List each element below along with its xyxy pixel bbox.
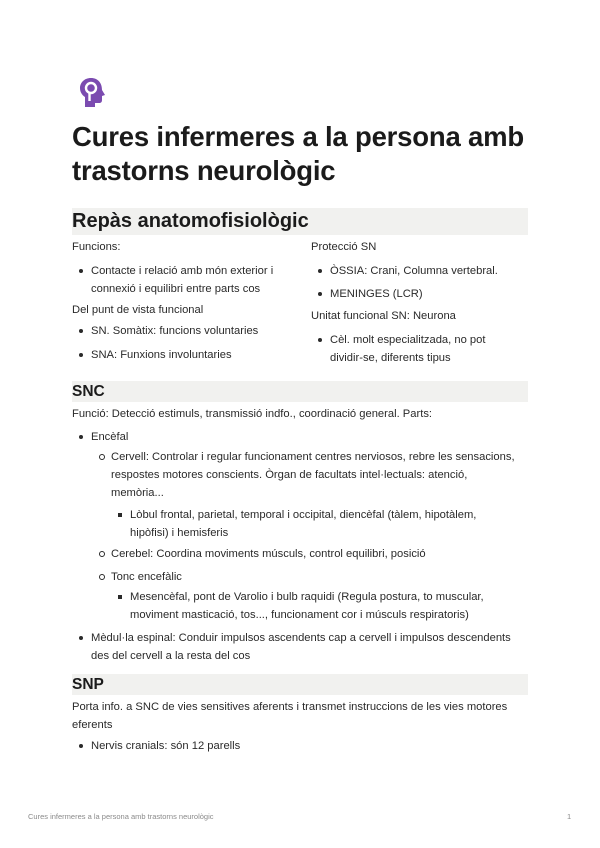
col2-label-unitat: Unitat funcional SN: Neurona bbox=[311, 310, 456, 322]
page-number: 1 bbox=[567, 812, 572, 821]
list-item-cervell-parts: Lòbul frontal, parietal, temporal i occipital, diencèfal (tàlem, hipotàlem, hipòfisi) i hemisferis bbox=[130, 506, 510, 542]
col2-label-proteccio: Protecció SN bbox=[311, 241, 377, 253]
col1-label-funcional: Del punt de vista funcional bbox=[72, 304, 204, 316]
section-heading-repas bbox=[72, 208, 528, 235]
list-item-tonc: Tonc encefàlic bbox=[111, 568, 516, 586]
section-heading-repas-text: Repàs anatomofisiològic bbox=[72, 210, 309, 232]
section-heading-snp bbox=[72, 674, 528, 695]
list-item: Cèl. molt especialitzada, no pot dividir-se, diferents tipus bbox=[330, 331, 505, 367]
list-item: ÒSSIA: Crani, Columna vertebral. bbox=[330, 262, 528, 280]
section-heading-snp-text: SNP bbox=[72, 676, 104, 693]
list-item-cervell: Cervell: Controlar i regular funcionament centres nerviosos, rebre les sensacions, respostes motores conscients. Òrgan de facultats intel·lectuals: atenció, memòria... bbox=[111, 448, 516, 502]
list-item-tonc-parts: Mesencèfal, pont de Varolio i bulb raquidi (Regula postura, to muscular, moviment masticació, tos..., funcionament cor i músculs respiratoris) bbox=[130, 588, 515, 624]
footer-title: Cures infermeres a la persona amb trastorns neurològic bbox=[28, 812, 214, 821]
section-heading-snc-text: SNC bbox=[72, 383, 105, 400]
list-item-encefal: Encèfal bbox=[91, 428, 528, 446]
snp-intro: Porta info. a SNC de vies sensitives aferents i transmet instruccions de les vies motores eferents bbox=[72, 701, 508, 731]
list-item: Contacte i relació amb món exterior i connexió i equilibri entre parts cos bbox=[91, 262, 291, 298]
head-profile-icon bbox=[78, 76, 108, 110]
snc-intro: Funció: Detecció estimuls, transmissió indfo., coordinació general. Parts: bbox=[72, 408, 433, 420]
list-item: MENINGES (LCR) bbox=[330, 285, 528, 303]
page-title: Cures infermeres a la persona amb trastorns neurològic bbox=[72, 121, 524, 186]
list-item: SNA: Funxions involuntaries bbox=[91, 346, 291, 364]
col1-label-funcions: Funcions: bbox=[72, 241, 121, 253]
list-item: Nervis cranials: són 12 parells bbox=[91, 737, 528, 755]
list-item: SN. Somàtix: funcions voluntaries bbox=[91, 322, 291, 340]
list-item-medula: Mèdul·la espinal: Conduir impulsos ascendents cap a cervell i impulsos descendents des del cervell a la resta del cos bbox=[91, 629, 531, 665]
list-item-cerebel: Cerebel: Coordina moviments músculs, control equilibri, posició bbox=[111, 545, 516, 563]
section-heading-snc bbox=[72, 381, 528, 402]
